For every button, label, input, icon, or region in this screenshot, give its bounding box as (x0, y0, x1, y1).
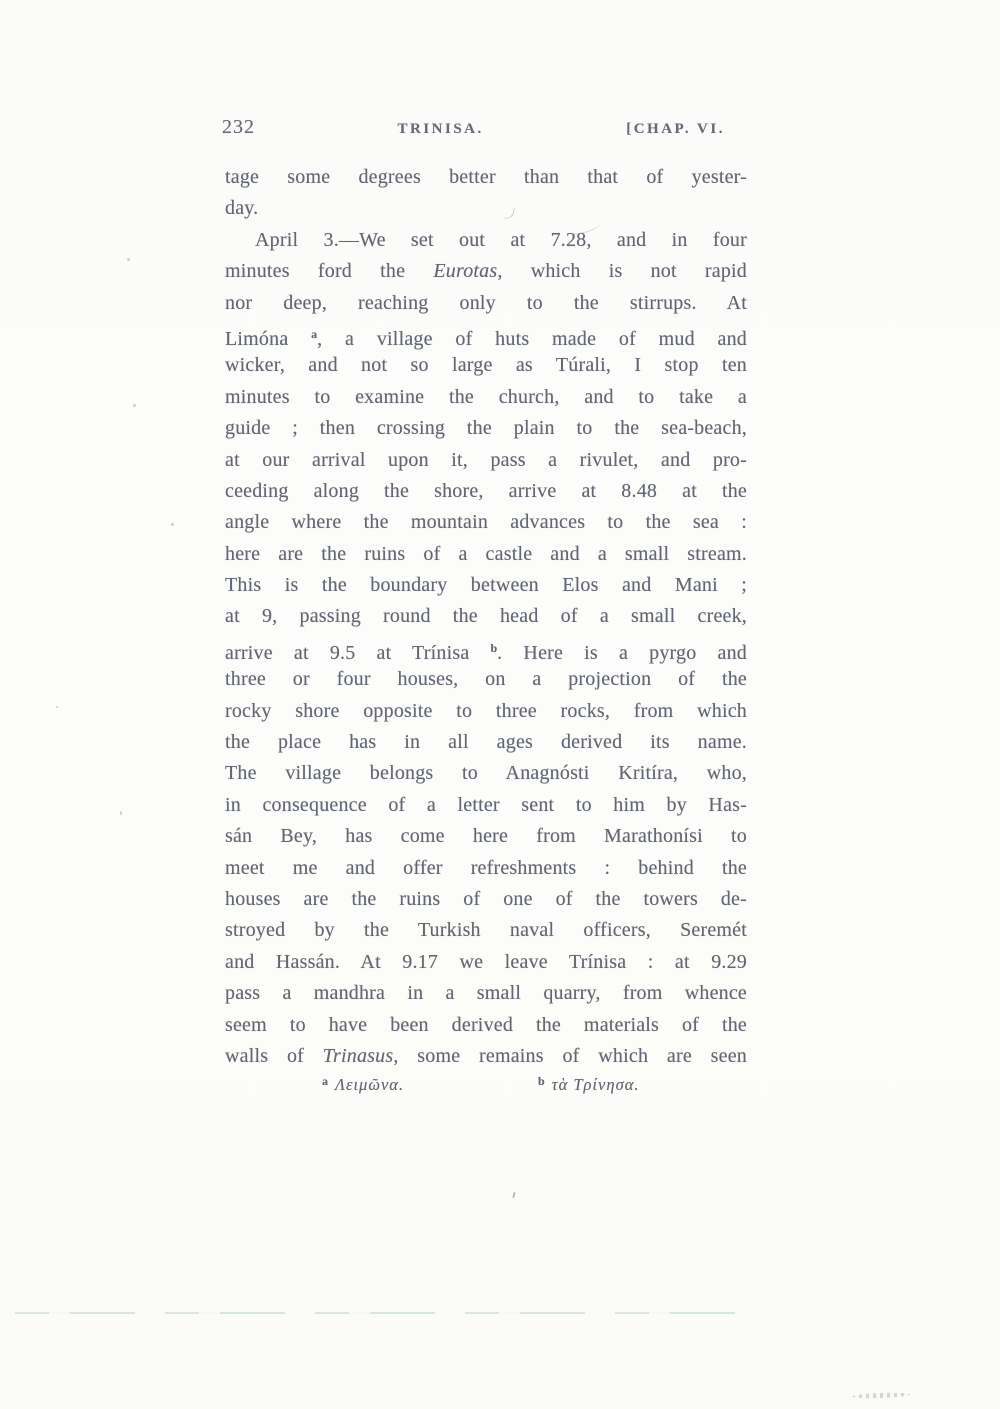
scan-speck (127, 258, 130, 261)
text-run: ceeding along the shore, arrive at 8.48 at the (225, 479, 747, 502)
text-run: Eurotas (433, 260, 498, 283)
text-run: pass a mandhra in a small quarry, from whence (225, 982, 747, 1005)
text-run: wicker, and not so large as Túrali, I stop ten (225, 354, 747, 377)
footnote-text: τὰ Τρίνησα. (551, 1075, 640, 1094)
text-line (225, 790, 747, 821)
text-run: , a village of huts made of mud and (317, 327, 747, 350)
text-run: here are the ruins of a castle and a small stream. (225, 542, 747, 565)
scan-speck (171, 523, 174, 526)
text-run: Trinasus (322, 1044, 394, 1067)
text-run: This is the boundary between Elos and Mani ; (225, 574, 747, 597)
text-line (225, 696, 747, 727)
scan-speck (120, 811, 122, 815)
text-line (225, 884, 747, 915)
text-run: arrive at 9.5 at Trínisa (225, 641, 491, 664)
text-line (225, 319, 747, 350)
text-line (225, 539, 747, 570)
text-run: day. (225, 197, 259, 220)
scan-speck (133, 404, 136, 407)
text-line (225, 915, 747, 946)
text-run: and Hassán. At 9.17 we leave Trínisa : at 9.29 (225, 950, 747, 973)
text-run: three or four houses, on a projection of the (225, 668, 747, 691)
text-run: seem to have been derived the materials of the (225, 1013, 747, 1036)
scan-artifact (852, 1392, 910, 1399)
text-line (225, 288, 747, 319)
text-line (225, 570, 747, 601)
footnote-marker: a (322, 1074, 328, 1088)
text-line (225, 256, 747, 287)
text-run: nor deep, reaching only to the stirrups. At (225, 291, 747, 314)
text-run: the place has in all ages derived its name. (225, 731, 747, 754)
text-run: rocky shore opposite to three rocks, from which (225, 699, 747, 722)
footnote-reference: a (311, 326, 318, 341)
text-run: at 9, passing round the head of a small creek, (225, 605, 747, 628)
footnote-text: Λειμῶνα. (335, 1075, 405, 1094)
text-run: The village belongs to Anagnósti Kritíra, who, (225, 762, 747, 785)
text-run: April 3.—We set out at 7.28, and in four (255, 228, 747, 251)
scan-artifact (512, 1192, 515, 1198)
text-line (225, 445, 747, 476)
text-line (225, 193, 747, 224)
text-line (225, 821, 747, 852)
text-line (225, 633, 747, 664)
footnotes-row (225, 1074, 747, 1100)
text-line (225, 1010, 747, 1041)
text-run: sán Bey, has come here from Marathonísi to (225, 825, 747, 848)
scan-artifact (15, 1312, 760, 1314)
text-run: guide ; then crossing the plain to the sea-beach, (225, 417, 747, 440)
text-line (225, 350, 747, 381)
text-run: angle where the mountain advances to the sea : (225, 511, 747, 534)
text-line (225, 758, 747, 789)
text-run: Limóna (225, 327, 312, 350)
text-line (225, 225, 747, 256)
text-line (225, 947, 747, 978)
text-line (225, 601, 747, 632)
body-text (225, 162, 747, 1072)
text-run: houses are the ruins of one of the towers de- (225, 887, 747, 910)
text-line (225, 664, 747, 695)
footnote-reference: b (490, 640, 498, 655)
running-title: TRINISA. (397, 121, 484, 137)
text-run: walls of (225, 1044, 323, 1067)
text-run: , which is not rapid (497, 260, 747, 283)
text-run: meet me and offer refreshments : behind the (225, 856, 747, 879)
text-run: tage some degrees better than that of yester- (225, 166, 747, 188)
footnote (538, 1074, 640, 1095)
text-run: . Here is a pyrgo and (497, 641, 747, 664)
text-line (225, 507, 747, 538)
chapter-label: [CHAP. VI. (626, 121, 725, 137)
text-line (225, 162, 747, 193)
page-header (222, 116, 725, 139)
text-run: in consequence of a letter sent to him by Has- (225, 793, 747, 816)
footnote (322, 1074, 404, 1095)
footnote-marker: b (538, 1074, 545, 1088)
page-number: 232 (222, 116, 255, 138)
text-line (225, 727, 747, 758)
text-run: at our arrival upon it, pass a rivulet, and pro- (225, 448, 747, 471)
text-run: stroyed by the Turkish naval officers, Seremét (225, 919, 747, 942)
text-run: minutes to examine the church, and to take a (225, 385, 747, 408)
scan-speck (56, 706, 58, 708)
text-line (225, 382, 747, 413)
text-line (225, 413, 747, 444)
text-line (225, 1041, 747, 1072)
text-line (225, 476, 747, 507)
text-line (225, 853, 747, 884)
text-line (225, 978, 747, 1009)
text-run: , some remains of which are seen (393, 1044, 747, 1067)
text-run: minutes ford the (225, 260, 434, 283)
